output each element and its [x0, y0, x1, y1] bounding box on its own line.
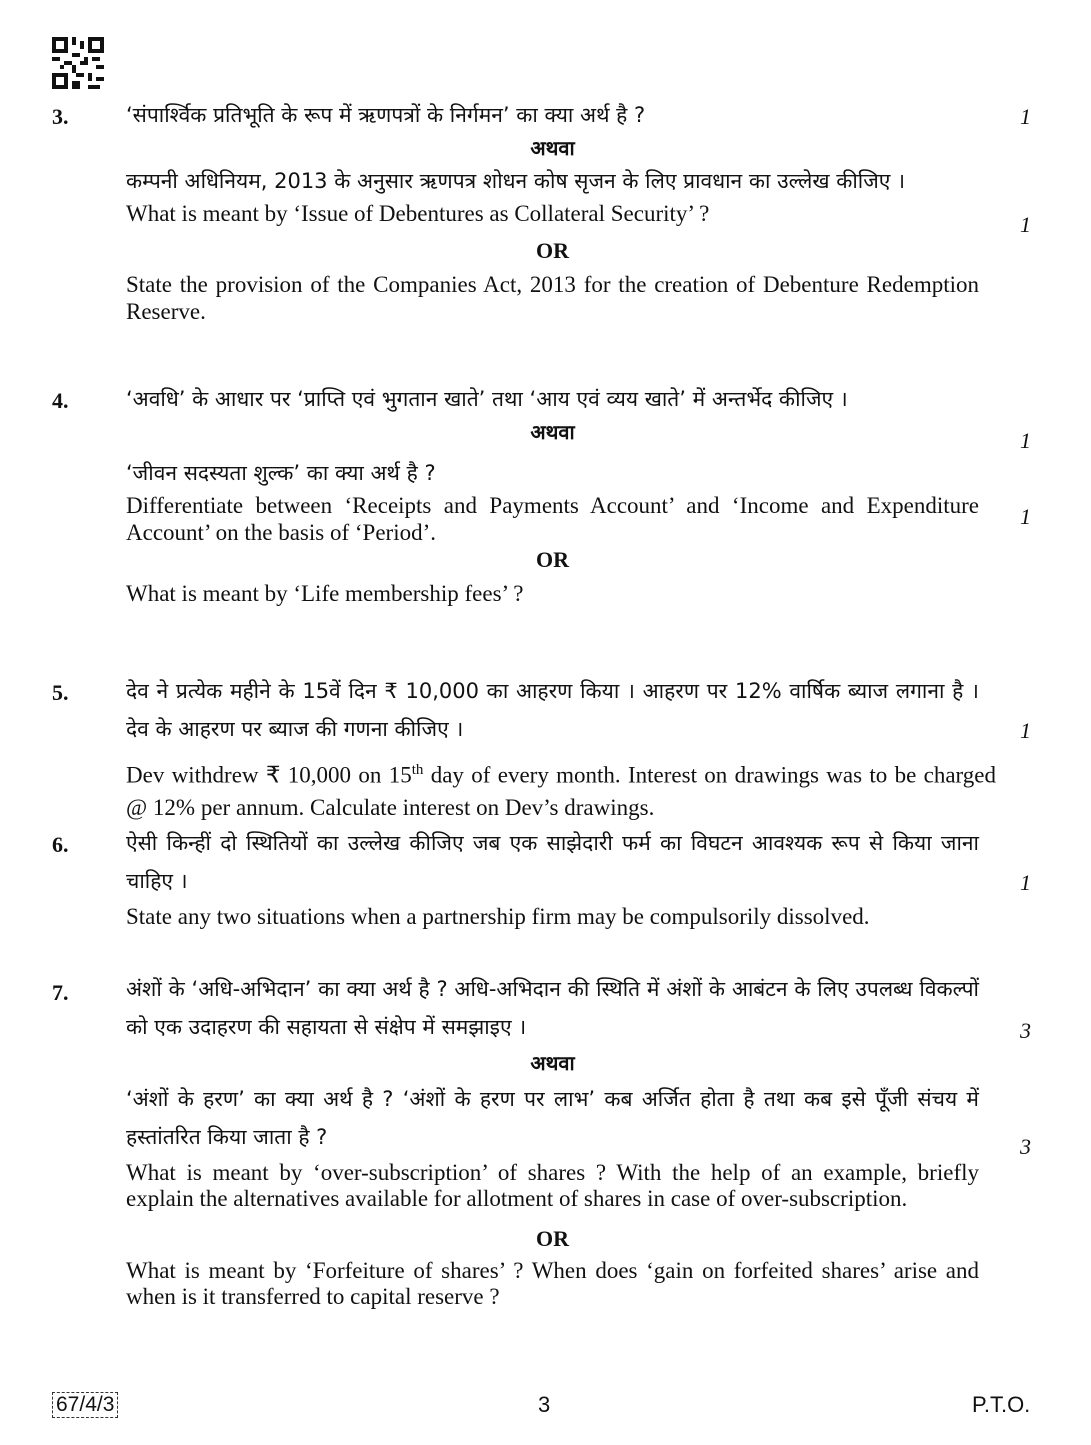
- question-number: 5.: [52, 680, 69, 705]
- qr-code-icon: [52, 37, 104, 89]
- english-question: What is meant by ‘over-subscription’ of shares ? With the help of an example, briefly explain the alternatives available for allotment of shares in case of over-subscription.: [126, 1160, 979, 1211]
- hindi-question: ‘अवधि’ के आधार पर ‘प्राप्ति एवं भुगतान खाते’ तथा ‘आय एवं व्यय खाते’ में अन्तर्भेद कीजिए ।: [126, 387, 848, 411]
- english-or-divider: OR: [536, 238, 569, 263]
- hindi-or-divider: अथवा: [530, 136, 575, 160]
- english-or-divider: OR: [536, 547, 569, 572]
- marks: 1: [1020, 212, 1031, 237]
- hindi-alternative: ‘जीवन सदस्यता शुल्क’ का क्या अर्थ है ?: [126, 461, 436, 485]
- question-number: 3.: [52, 104, 69, 129]
- hindi-question: ऐसी किन्हीं दो स्थितियों का उल्लेख कीजिए जब एक साझेदारी फर्म का विघटन आवश्यक रूप से किया जाना चाहिए ।: [126, 831, 979, 893]
- hindi-alternative: कम्पनी अधिनियम, 2013 के अनुसार ऋणपत्र शोधन कोष सृजन के लिए प्रावधान का उल्लेख कीजिए ।: [126, 169, 906, 193]
- hindi-alternative: ‘अंशों के हरण’ का क्या अर्थ है ? ‘अंशों के हरण पर लाभ’ कब अर्जित होता है तथा कब इसे पूँजी संचय में हस्तांतरित किया जाता है ?: [126, 1087, 979, 1149]
- english-question-start: Dev withdrew ₹ 10,000 on 15: [126, 762, 412, 788]
- question-number: 4.: [52, 388, 69, 413]
- hindi-question: देव ने प्रत्येक महीने के 15वें दिन ₹ 10,000 का आहरण किया । आहरण पर 12% वार्षिक ब्याज लगाना है । देव के आहरण पर ब्याज की गणना कीजिए ।: [126, 679, 979, 741]
- paper-code: 67/4/3: [52, 1392, 118, 1418]
- hindi-question: ‘संपार्श्विक प्रतिभूति के रूप में ऋणपत्रों के निर्गमन’ का क्या अर्थ है ?: [126, 103, 646, 127]
- question-number: 7.: [52, 980, 69, 1005]
- english-or-divider: OR: [536, 1226, 569, 1251]
- english-alternative: What is meant by ‘Forfeiture of shares’ ? When does ‘gain on forfeited shares’ arise and when is it transferred to capital reserve ?: [126, 1258, 979, 1309]
- please-turn-over: P.T.O.: [972, 1392, 1031, 1417]
- marks: 1: [1020, 718, 1031, 743]
- hindi-or-divider: अथवा: [530, 420, 575, 444]
- english-question: Differentiate between ‘Receipts and Payments Account’ and ‘Income and Expenditure Account’ on the basis of ‘Period’.: [126, 493, 979, 545]
- marks: 3: [1020, 1134, 1031, 1159]
- english-alternative: What is meant by ‘Life membership fees’ ?: [126, 581, 524, 606]
- english-question: [126, 754, 996, 824]
- english-question: What is meant by ‘Issue of Debentures as Collateral Security’ ?: [126, 201, 710, 226]
- marks: 1: [1020, 504, 1031, 529]
- english-question: State any two situations when a partnership firm may be compulsorily dissolved.: [126, 904, 870, 929]
- english-alternative: State the provision of the Companies Act, 2013 for the creation of Debenture Redemption Reserve.: [126, 272, 979, 324]
- marks: 1: [1020, 428, 1031, 453]
- marks: 1: [1020, 870, 1031, 895]
- page-number: 3: [538, 1392, 551, 1417]
- question-number: 6.: [52, 832, 69, 857]
- hindi-question: अंशों के ‘अधि-अभिदान’ का क्या अर्थ है ? अधि-अभिदान की स्थिति में अंशों के आबंटन के लिए उपलब्ध विकल्पों को एक उदाहरण की सहायता से संक्षेप में समझाइए ।: [126, 977, 979, 1039]
- english-question-end: day of every month. Interest on drawings was to be charged @ 12% per annum. Calculate interest on Dev’s drawings.: [126, 762, 996, 820]
- marks: 3: [1020, 1018, 1031, 1043]
- marks: 1: [1020, 104, 1031, 129]
- hindi-or-divider: अथवा: [530, 1051, 575, 1075]
- ordinal-suffix: th: [411, 762, 424, 778]
